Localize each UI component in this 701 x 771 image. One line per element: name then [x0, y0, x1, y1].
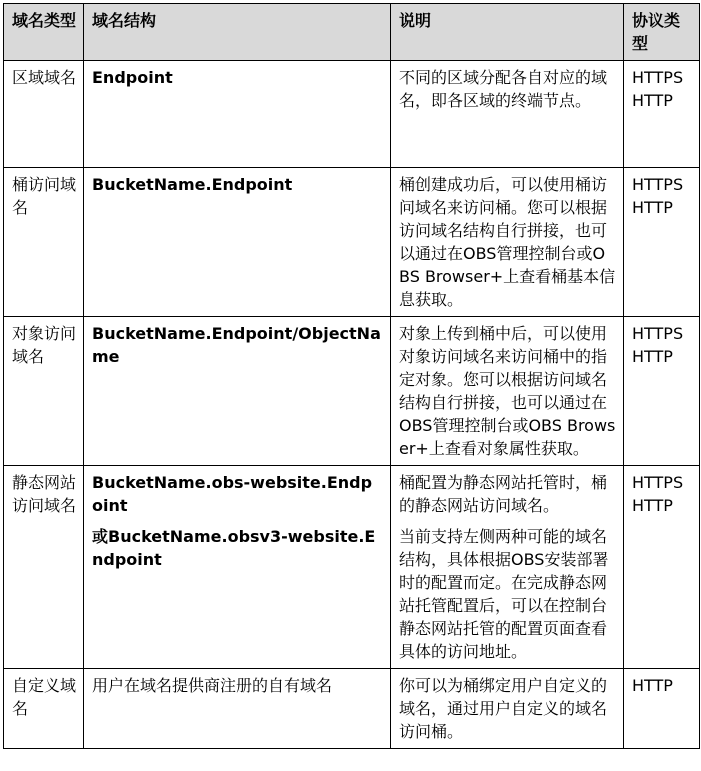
structure-text: 用户在域名提供商注册的自有域名 [92, 676, 333, 695]
domain-type-cell: 自定义域名 [4, 669, 84, 749]
domain-type-cell: 区域域名 [4, 61, 84, 168]
structure-text: BucketName.obs-website.Endpoint [92, 473, 373, 515]
structure-text: Endpoint [92, 68, 173, 87]
protocol-cell [624, 168, 700, 317]
domain-type-cell: 对象访问域名 [4, 317, 84, 466]
table-row [4, 466, 700, 669]
protocol-text: HTTP [632, 676, 673, 695]
description-text: 桶配置为静态网站托管时，桶的静态网站访问域名。 [399, 473, 608, 515]
protocol-text: HTTP [632, 496, 673, 515]
description-cell [391, 669, 624, 749]
description-cell [391, 61, 624, 168]
description-cell [391, 168, 624, 317]
domain-structure-cell [84, 466, 391, 669]
protocol-cell [624, 61, 700, 168]
domain-structure-cell [84, 61, 391, 168]
table-row [4, 168, 700, 317]
header-domain-structure: 域名结构 [84, 4, 391, 61]
protocol-text: HTTP [632, 347, 673, 366]
description-cell [391, 466, 624, 669]
protocol-text: HTTPS [632, 68, 684, 87]
structure-text: BucketName.Endpoint [92, 175, 293, 194]
protocol-cell [624, 466, 700, 669]
header-protocol-type: 协议类型 [624, 4, 700, 61]
domain-type-cell: 桶访问域名 [4, 168, 84, 317]
domain-structure-cell [84, 168, 391, 317]
protocol-text: HTTPS [632, 473, 684, 492]
description-cell [391, 317, 624, 466]
structure-text: BucketName.Endpoint/ObjectName [92, 324, 381, 366]
description-text: 当前支持左侧两种可能的域名结构，具体根据OBS安装部署时的配置而定。在完成静态网站托管配置后，可以在控制台静态网站托管的配置页面查看具体的访问地址。 [399, 527, 609, 661]
protocol-text: HTTPS [632, 324, 684, 343]
table-row [4, 61, 700, 168]
structure-text: 或BucketName.obsv3-website.Endpoint [92, 527, 376, 569]
domain-type-table [3, 3, 700, 749]
domain-type-cell: 静态网站访问域名 [4, 466, 84, 669]
protocol-cell [624, 317, 700, 466]
header-domain-type: 域名类型 [4, 4, 84, 61]
header-description: 说明 [391, 4, 624, 61]
protocol-text: HTTPS [632, 175, 684, 194]
description-text: 对象上传到桶中后，可以使用对象访问域名来访问桶中的指定对象。您可以根据访问域名结构自行拼接，也可以通过在OBS管理控制台或OBS Browser+上查看对象属性获取。 [399, 324, 616, 458]
description-text: 桶创建成功后，可以使用桶访问域名来访问桶。您可以根据访问域名结构自行拼接，也可以通过在OBS管理控制台或OBS Browser+上查看桶基本信息获取。 [399, 175, 616, 309]
table-header-row [4, 4, 700, 61]
domain-structure-cell [84, 669, 391, 749]
protocol-text: HTTP [632, 91, 673, 110]
table-row [4, 317, 700, 466]
protocol-cell [624, 669, 700, 749]
domain-structure-cell [84, 317, 391, 466]
protocol-text: HTTP [632, 198, 673, 217]
table-row [4, 669, 700, 749]
description-text: 不同的区域分配各自对应的域名，即各区域的终端节点。 [399, 68, 608, 110]
description-text: 你可以为桶绑定用户自定义的域名，通过用户自定义的域名访问桶。 [399, 676, 608, 741]
